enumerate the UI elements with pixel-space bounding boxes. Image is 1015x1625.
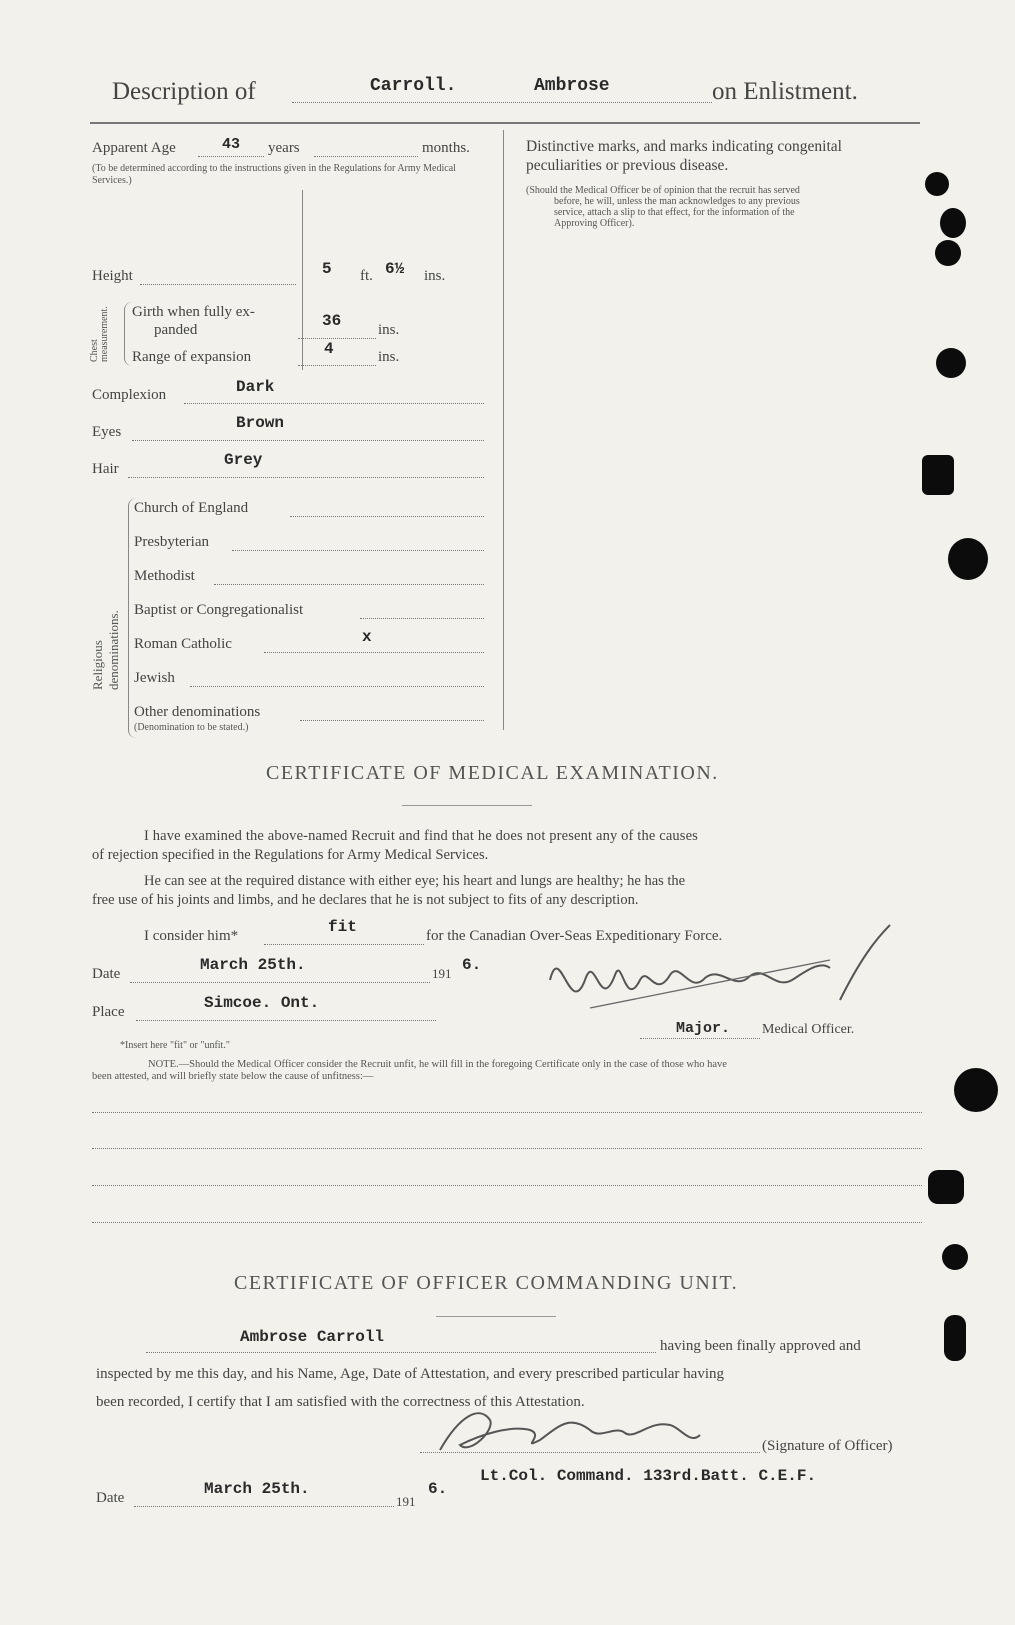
place-dots — [136, 1020, 436, 1021]
commanding-line2: inspected by me this day, and his Name, Age, Date of Attestation, and every prescribed particular having — [96, 1366, 725, 1382]
girth-label-2: panded — [154, 322, 198, 338]
age-value: 43 — [222, 136, 241, 153]
unfit-line-2 — [92, 1148, 922, 1149]
girth-label-1: Girth when fully ex- — [132, 304, 255, 320]
commanding-line3: been recorded, I certify that I am satisfied with the correctness of this Attestation. — [96, 1394, 585, 1410]
marks-note-line-2: before, he will, unless the man acknowledges to any previous — [554, 196, 800, 207]
punch-hole — [922, 455, 954, 495]
religion-presbyterian-label: Presbyterian — [134, 534, 209, 550]
unfit-note-line-2: been attested, and will briefly state below the cause of unfitness:— — [92, 1071, 374, 1082]
consider-value: fit — [328, 918, 357, 936]
signature-label: (Signature of Officer) — [762, 1438, 893, 1454]
commanding-officer-title: Lt.Col. Command. 133rd.Batt. C.E.F. — [480, 1467, 817, 1485]
ins-label-height: ins. — [424, 268, 446, 284]
officer-dots — [640, 1038, 760, 1039]
commanding-certificate-heading: CERTIFICATE OF OFFICER COMMANDING UNIT. — [234, 1272, 739, 1294]
column-divider — [503, 130, 504, 730]
commanding-line1-tail: having been finally approved and — [660, 1338, 861, 1354]
religion-dots-0 — [290, 516, 484, 517]
commanding-year-suffix: 6. — [428, 1480, 448, 1498]
consider-dots — [264, 944, 424, 945]
place-label: Place — [92, 1004, 125, 1020]
complexion-value: Dark — [236, 378, 275, 396]
religion-roman-catholic-mark: x — [362, 628, 372, 646]
medical-para2-line1: He can see at the required distance with either eye; his heart and lungs are healthy; he has the — [144, 873, 686, 889]
hair-value: Grey — [224, 451, 263, 469]
medical-year-prefix: 191 — [432, 966, 452, 981]
religion-dots-4 — [264, 652, 484, 653]
punch-hole — [925, 172, 949, 196]
age-note: (To be determined according to the instructions given in the Regulations for Army Medical Services.) — [92, 163, 456, 186]
place-value: Simcoe. Ont. — [204, 994, 320, 1012]
medical-date-label: Date — [92, 966, 121, 982]
commanding-heading-underline — [436, 1316, 556, 1317]
chest-measurement-label: Chest measurement. — [89, 306, 110, 362]
punch-hole — [942, 1244, 968, 1270]
commanding-officer-signature — [420, 1395, 750, 1465]
unfit-line-3 — [92, 1185, 922, 1186]
months-dots — [314, 156, 418, 157]
marks-note-line-3: service, attach a slip to that effect, for the information of the — [554, 207, 795, 218]
medical-para1-line2: of rejection specified in the Regulations for Army Medical Services. — [92, 847, 489, 863]
height-in-value: 6½ — [385, 260, 405, 278]
religions-label: Religious denominations. — [90, 610, 121, 690]
range-dots — [298, 365, 376, 366]
unfit-line-4 — [92, 1222, 922, 1223]
insert-note: *Insert here "fit" or "unfit." — [120, 1040, 230, 1051]
unfit-note-line-1: NOTE.—Should the Medical Officer consider the Recruit unfit, he will fill in the foregoing Certificate only in the case of those who have — [148, 1059, 727, 1070]
years-label: years — [268, 140, 300, 156]
months-label: months. — [422, 140, 470, 156]
religion-roman-catholic-label: Roman Catholic — [134, 636, 232, 652]
eyes-dots — [132, 440, 484, 441]
religion-dots-5 — [190, 686, 484, 687]
ins-label-girth: ins. — [378, 322, 400, 338]
enlistment-title: on Enlistment. — [712, 78, 858, 105]
ft-label: ft. — [360, 268, 373, 284]
punch-hole — [940, 208, 966, 238]
complexion-dots — [184, 403, 484, 404]
religion-jewish-label: Jewish — [134, 670, 175, 686]
punch-hole — [944, 1315, 966, 1361]
religion-dots-6 — [300, 720, 484, 721]
given-name-value: Ambrose — [534, 76, 610, 96]
height-divider — [302, 190, 303, 370]
recruit-name-dots — [146, 1352, 656, 1353]
punch-hole — [935, 240, 961, 266]
medical-certificate-heading: CERTIFICATE OF MEDICAL EXAMINATION. — [266, 762, 719, 784]
force-label: for the Canadian Over-Seas Expeditionary Force. — [426, 928, 723, 944]
age-label: Apparent Age — [92, 140, 176, 156]
medical-heading-underline — [402, 805, 532, 806]
religion-other-label: Other denominations — [134, 704, 261, 720]
medical-para1-line1: I have examined the above-named Recruit and find that he does not present any of the causes — [144, 828, 698, 844]
commanding-date-dots — [134, 1506, 394, 1507]
religion-dots-3 — [360, 618, 484, 619]
height-dots — [140, 284, 296, 285]
religion-baptist-label: Baptist or Congregationalist — [134, 602, 304, 618]
marks-heading-line-1: Distinctive marks, and marks indicating congenital — [526, 138, 842, 155]
surname-value: Carroll. — [370, 76, 457, 96]
recruit-name-value: Ambrose Carroll — [240, 1328, 385, 1346]
eyes-label: Eyes — [92, 424, 122, 440]
medical-date-value: March 25th. — [200, 956, 306, 974]
hair-dots — [128, 477, 484, 478]
range-value: 4 — [324, 340, 334, 358]
medical-officer-rank: Major. — [676, 1020, 731, 1037]
unfit-line-1 — [92, 1112, 922, 1113]
age-dots — [198, 156, 264, 157]
marks-note-line-1: (Should the Medical Officer be of opinion that the recruit has served — [526, 185, 800, 196]
religion-dots-2 — [214, 584, 484, 585]
commanding-date-value: March 25th. — [204, 1480, 310, 1498]
girth-dots — [298, 338, 376, 339]
religion-dots-1 — [232, 550, 484, 551]
medical-date-dots — [130, 982, 430, 983]
marks-heading-line-2: peculiarities or previous disease. — [526, 157, 729, 174]
signature-dots — [420, 1452, 760, 1453]
consider-label: I consider him* — [144, 928, 239, 944]
commanding-year-prefix: 191 — [396, 1494, 416, 1509]
punch-hole — [948, 538, 988, 580]
header-rule — [90, 122, 920, 124]
punch-hole — [954, 1068, 998, 1112]
other-denomination-note: (Denomination to be stated.) — [134, 722, 249, 733]
ins-label-range: ins. — [378, 349, 400, 365]
range-label: Range of expansion — [132, 349, 252, 365]
complexion-label: Complexion — [92, 387, 167, 403]
medical-officer-label: Medical Officer. — [762, 1022, 855, 1037]
description-title: Description of — [112, 78, 256, 105]
eyes-value: Brown — [236, 414, 285, 432]
girth-value: 36 — [322, 312, 342, 330]
religion-methodist-label: Methodist — [134, 568, 195, 584]
height-label: Height — [92, 268, 133, 284]
medical-year-suffix: 6. — [462, 956, 482, 974]
punch-hole — [928, 1170, 964, 1204]
height-ft-value: 5 — [322, 260, 332, 278]
commanding-date-label: Date — [96, 1490, 125, 1506]
punch-hole — [936, 348, 966, 378]
header-dotted-line — [292, 102, 712, 103]
religion-church-of-england-label: Church of England — [134, 500, 249, 516]
medical-para2-line2: free use of his joints and limbs, and he declares that he is not subject to fits of any description. — [92, 892, 639, 908]
marks-note-line-4: Approving Officer). — [554, 218, 635, 229]
hair-label: Hair — [92, 461, 119, 477]
